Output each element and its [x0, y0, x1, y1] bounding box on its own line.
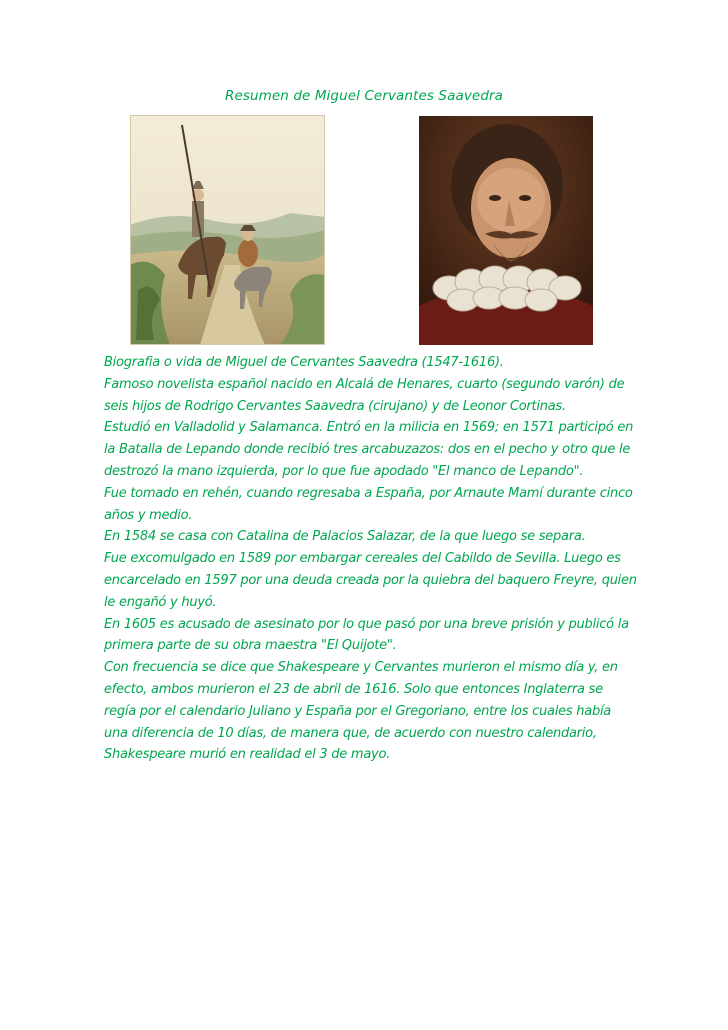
text-line: En 1605 es acusado de asesinato por lo que pasó por una breve prisión y publicó la — [104, 616, 629, 632]
biography-text — [104, 352, 636, 766]
text-line: seis hijos de Rodrigo Cervantes Saavedra (cirujano) y de Leonor Cortinas. — [104, 398, 566, 414]
text-line: le engañó y huyó. — [104, 594, 217, 610]
text-line: efecto, ambos murieron el 23 de abril de 1616. Solo que entonces Inglaterra se — [104, 681, 603, 697]
text-line: Fue excomulgado en 1589 por embargar cereales del Cabildo de Sevilla. Luego es — [104, 551, 621, 567]
cervantes-portrait — [419, 116, 593, 345]
text-line: Shakespeare murió en realidad el 3 de mayo. — [104, 747, 391, 763]
text-line: encarcelado en 1597 por una deuda creada por la quiebra del baquero Freyre, quien — [104, 572, 637, 588]
text-line: En 1584 se casa con Catalina de Palacios Salazar, de la que luego se separa. — [104, 529, 586, 545]
text-line: primera parte de su obra maestra "El Quijote". — [104, 638, 397, 654]
text-line: Biografia o vida de Miguel de Cervantes Saavedra (1547-1616). — [104, 355, 504, 370]
don-quijote-illustration — [130, 115, 325, 345]
text-line: Con frecuencia se dice que Shakespeare y Cervantes murieron el mismo día y, en — [104, 660, 618, 676]
document-title: Resumen de Miguel Cervantes Saavedra — [224, 88, 504, 104]
text-line: regía por el calendario Juliano y España por el Gregoriano, entre los cuales había — [104, 703, 612, 719]
text-line: una diferencia de 10 días, de manera que, de acuerdo con nuestro calendario, — [104, 725, 597, 741]
don-quijote-illustration-drawing — [130, 115, 325, 345]
text-line: Fue tomado en rehén, cuando regresaba a España, por Arnaute Mamí durante cinco — [104, 485, 633, 501]
text-line: destrozó la mano izquierda, por lo que fue apodado "El manco de Lepando". — [104, 463, 584, 479]
text-line: Estudió en Valladolid y Salamanca. Entró en la milicia en 1569; en 1571 participó en — [104, 420, 634, 436]
text-line: Famoso novelista español nacido en Alcalá de Henares, cuarto (segundo varón) de — [104, 376, 625, 392]
cervantes-portrait-drawing — [419, 116, 593, 345]
text-line: años y medio. — [104, 507, 193, 523]
text-line: la Batalla de Lepando donde recibió tres arcabuzazos: dos en el pecho y otro que le — [104, 442, 631, 458]
